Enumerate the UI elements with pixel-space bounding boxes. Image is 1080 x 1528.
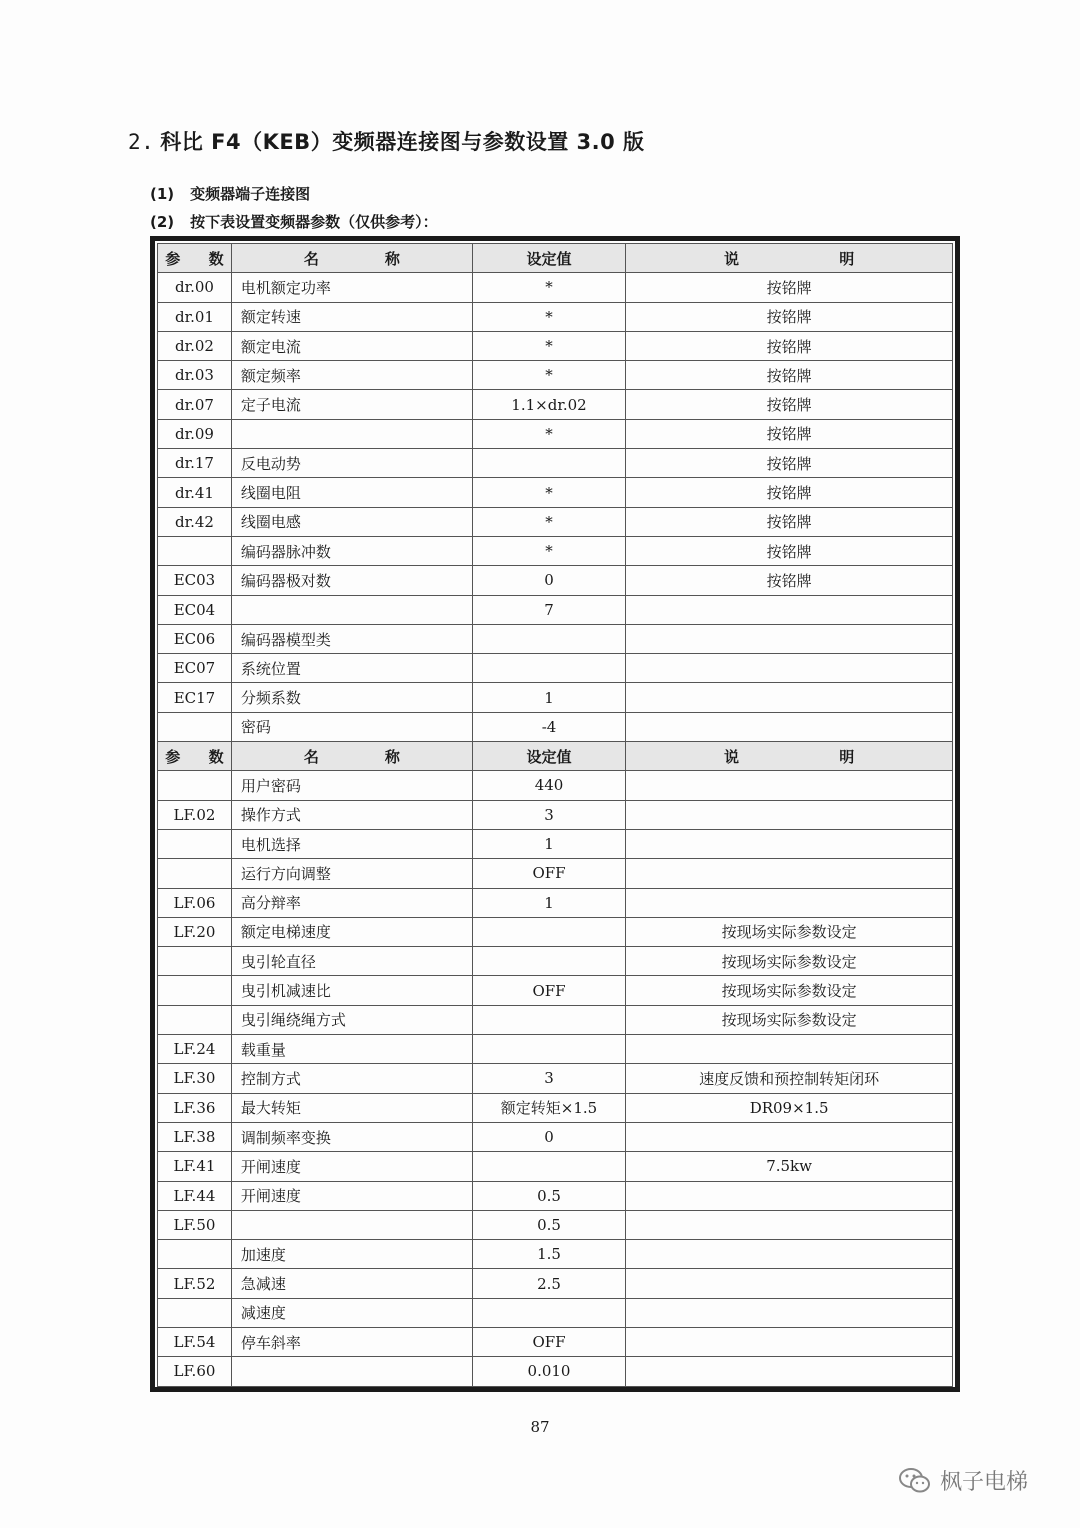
param-cell (158, 771, 232, 800)
param-cell: dr.01 (158, 302, 232, 331)
table-row (158, 624, 953, 653)
value-cell (472, 1035, 625, 1064)
table-row (158, 683, 953, 712)
name-cell: 电机额定功率 (231, 273, 472, 302)
param-cell: dr.17 (158, 449, 232, 478)
table-row (158, 976, 953, 1005)
desc-cell: 速度反馈和预控制转矩闭环 (626, 1064, 953, 1093)
header-value: 设定值 (472, 244, 625, 273)
header-name: 名 称 (231, 742, 472, 771)
desc-cell (626, 654, 953, 683)
desc-cell: 按铭牌 (626, 536, 953, 565)
value-cell (472, 1005, 625, 1034)
header-desc: 说 明 (626, 244, 953, 273)
table-row (158, 273, 953, 302)
name-cell: 分频系数 (231, 683, 472, 712)
value-cell: 3 (472, 1064, 625, 1093)
subheading-1: (1) 变频器端子连接图 (150, 185, 311, 203)
header-desc: 说 明 (626, 742, 953, 771)
table-row (158, 1035, 953, 1064)
desc-cell (626, 712, 953, 741)
parameter-table-frame (150, 236, 960, 1392)
value-cell: OFF (472, 1327, 625, 1356)
desc-cell: 按铭牌 (626, 273, 953, 302)
desc-cell (626, 1181, 953, 1210)
name-cell: 线圈电感 (231, 507, 472, 536)
name-cell: 曳引轮直径 (231, 947, 472, 976)
desc-cell (626, 1240, 953, 1269)
table-row (158, 390, 953, 419)
desc-cell: 按铭牌 (626, 419, 953, 448)
value-cell: * (472, 478, 625, 507)
header-value: 设定值 (472, 742, 625, 771)
name-cell (231, 419, 472, 448)
param-cell (158, 829, 232, 858)
name-cell: 额定转速 (231, 302, 472, 331)
name-cell: 定子电流 (231, 390, 472, 419)
param-cell: LF.36 (158, 1093, 232, 1122)
table-row (158, 654, 953, 683)
value-cell: OFF (472, 976, 625, 1005)
section-title (128, 126, 645, 156)
table-row (158, 771, 953, 800)
param-cell: LF.54 (158, 1327, 232, 1356)
table-row (158, 1298, 953, 1327)
value-cell: 1 (472, 683, 625, 712)
table-row (158, 361, 953, 390)
table-row (158, 917, 953, 946)
table-row (158, 536, 953, 565)
table-row (158, 302, 953, 331)
desc-cell: 按铭牌 (626, 507, 953, 536)
section-number: 2. (128, 130, 155, 154)
name-cell: 运行方向调整 (231, 859, 472, 888)
page-number: 87 (530, 1418, 550, 1436)
desc-cell: 按现场实际参数设定 (626, 976, 953, 1005)
desc-cell: 按铭牌 (626, 390, 953, 419)
table-row (158, 1122, 953, 1151)
name-cell: 曳引机减速比 (231, 976, 472, 1005)
name-cell: 急减速 (231, 1269, 472, 1298)
name-cell: 高分辩率 (231, 888, 472, 917)
desc-cell (626, 888, 953, 917)
desc-cell (626, 800, 953, 829)
header-param: 参 数 (158, 244, 232, 273)
desc-cell (626, 1122, 953, 1151)
value-cell: 3 (472, 800, 625, 829)
name-cell: 系统位置 (231, 654, 472, 683)
table-row (158, 712, 953, 741)
desc-cell: DR09×1.5 (626, 1093, 953, 1122)
param-cell (158, 1005, 232, 1034)
value-cell: 1.1×dr.02 (472, 390, 625, 419)
param-cell: LF.30 (158, 1064, 232, 1093)
param-cell: dr.02 (158, 331, 232, 360)
value-cell: * (472, 419, 625, 448)
table-row (158, 888, 953, 917)
value-cell (472, 1298, 625, 1327)
value-cell: 1 (472, 888, 625, 917)
desc-cell (626, 595, 953, 624)
name-cell: 停车斜率 (231, 1327, 472, 1356)
value-cell: * (472, 331, 625, 360)
watermark-text: 枫子电梯 (940, 1470, 1029, 1495)
name-cell: 反电动势 (231, 449, 472, 478)
value-cell (472, 654, 625, 683)
value-cell: 2.5 (472, 1269, 625, 1298)
param-cell: EC03 (158, 566, 232, 595)
value-cell: 额定转矩×1.5 (472, 1093, 625, 1122)
value-cell (472, 947, 625, 976)
desc-cell (626, 859, 953, 888)
table-row (158, 507, 953, 536)
value-cell: 1 (472, 829, 625, 858)
table-row (158, 595, 953, 624)
table-row (158, 478, 953, 507)
table-row (158, 1357, 953, 1386)
param-cell: LF.50 (158, 1210, 232, 1239)
table-row (158, 800, 953, 829)
value-cell: * (472, 273, 625, 302)
desc-cell (626, 1035, 953, 1064)
param-cell: dr.07 (158, 390, 232, 419)
value-cell: 1.5 (472, 1240, 625, 1269)
table-row (158, 1269, 953, 1298)
param-cell: LF.38 (158, 1122, 232, 1151)
param-cell: EC07 (158, 654, 232, 683)
param-cell: LF.24 (158, 1035, 232, 1064)
param-cell: dr.41 (158, 478, 232, 507)
table-row (158, 859, 953, 888)
header-name: 名 称 (231, 244, 472, 273)
value-cell: 0.010 (472, 1357, 625, 1386)
param-cell (158, 976, 232, 1005)
desc-cell (626, 1327, 953, 1356)
table-row (158, 1240, 953, 1269)
value-cell: * (472, 536, 625, 565)
value-cell: OFF (472, 859, 625, 888)
value-cell (472, 624, 625, 653)
desc-cell (626, 1269, 953, 1298)
value-cell: 0 (472, 1122, 625, 1151)
desc-cell (626, 829, 953, 858)
param-cell: LF.41 (158, 1152, 232, 1181)
watermark (898, 1465, 1028, 1496)
desc-cell: 按铭牌 (626, 361, 953, 390)
header-param: 参 数 (158, 742, 232, 771)
table-row (158, 566, 953, 595)
desc-cell (626, 624, 953, 653)
table-row (158, 1210, 953, 1239)
param-cell: EC04 (158, 595, 232, 624)
param-cell (158, 712, 232, 741)
section-title-text: 科比 F4（KEB）变频器连接图与参数设置 3.0 版 (160, 130, 645, 154)
wechat-icon (898, 1467, 932, 1495)
desc-cell: 按铭牌 (626, 566, 953, 595)
desc-cell (626, 683, 953, 712)
table-row (158, 829, 953, 858)
table-row (158, 1005, 953, 1034)
parameter-table (157, 243, 953, 1387)
name-cell: 编码器模型类 (231, 624, 472, 653)
name-cell: 额定电梯速度 (231, 917, 472, 946)
table-header-row (158, 244, 953, 273)
name-cell: 密码 (231, 712, 472, 741)
desc-cell (626, 1298, 953, 1327)
param-cell: dr.42 (158, 507, 232, 536)
value-cell: * (472, 302, 625, 331)
subheading-2: (2) 按下表设置变频器参数（仅供参考）： (150, 213, 438, 231)
desc-cell: 按现场实际参数设定 (626, 1005, 953, 1034)
value-cell: 0.5 (472, 1181, 625, 1210)
desc-cell: 按铭牌 (626, 449, 953, 478)
table-row (158, 1064, 953, 1093)
name-cell: 曳引绳绕绳方式 (231, 1005, 472, 1034)
param-cell (158, 536, 232, 565)
param-cell: dr.09 (158, 419, 232, 448)
name-cell: 减速度 (231, 1298, 472, 1327)
param-cell: dr.00 (158, 273, 232, 302)
param-cell (158, 1298, 232, 1327)
desc-cell: 按铭牌 (626, 331, 953, 360)
param-cell: LF.44 (158, 1181, 232, 1210)
value-cell: * (472, 361, 625, 390)
table-row (158, 1327, 953, 1356)
name-cell: 加速度 (231, 1240, 472, 1269)
name-cell: 开闸速度 (231, 1181, 472, 1210)
param-cell: EC17 (158, 683, 232, 712)
value-cell: 0.5 (472, 1210, 625, 1239)
param-cell: LF.06 (158, 888, 232, 917)
param-cell (158, 947, 232, 976)
table-header-row (158, 742, 953, 771)
param-cell: LF.52 (158, 1269, 232, 1298)
param-cell: LF.02 (158, 800, 232, 829)
name-cell: 载重量 (231, 1035, 472, 1064)
value-cell (472, 449, 625, 478)
name-cell: 开闸速度 (231, 1152, 472, 1181)
desc-cell: 按铭牌 (626, 478, 953, 507)
name-cell: 调制频率变换 (231, 1122, 472, 1151)
param-cell (158, 1240, 232, 1269)
table-row (158, 419, 953, 448)
name-cell (231, 1210, 472, 1239)
name-cell: 最大转矩 (231, 1093, 472, 1122)
value-cell: * (472, 507, 625, 536)
value-cell: -4 (472, 712, 625, 741)
value-cell: 440 (472, 771, 625, 800)
param-cell: dr.03 (158, 361, 232, 390)
name-cell: 额定频率 (231, 361, 472, 390)
table-row (158, 449, 953, 478)
name-cell: 操作方式 (231, 800, 472, 829)
name-cell: 控制方式 (231, 1064, 472, 1093)
name-cell: 额定电流 (231, 331, 472, 360)
desc-cell: 按铭牌 (626, 302, 953, 331)
name-cell: 编码器极对数 (231, 566, 472, 595)
name-cell (231, 595, 472, 624)
param-cell (158, 859, 232, 888)
name-cell: 电机选择 (231, 829, 472, 858)
param-cell: EC06 (158, 624, 232, 653)
table-row (158, 1181, 953, 1210)
name-cell: 用户密码 (231, 771, 472, 800)
desc-cell (626, 1210, 953, 1239)
desc-cell: 7.5kw (626, 1152, 953, 1181)
desc-cell: 按现场实际参数设定 (626, 947, 953, 976)
name-cell: 编码器脉冲数 (231, 536, 472, 565)
desc-cell: 按现场实际参数设定 (626, 917, 953, 946)
table-row (158, 1152, 953, 1181)
table-row (158, 331, 953, 360)
value-cell (472, 917, 625, 946)
value-cell: 7 (472, 595, 625, 624)
name-cell (231, 1357, 472, 1386)
value-cell: 0 (472, 566, 625, 595)
table-row (158, 947, 953, 976)
desc-cell (626, 771, 953, 800)
param-cell: LF.60 (158, 1357, 232, 1386)
name-cell: 线圈电阻 (231, 478, 472, 507)
table-row (158, 1093, 953, 1122)
desc-cell (626, 1357, 953, 1386)
value-cell (472, 1152, 625, 1181)
param-cell: LF.20 (158, 917, 232, 946)
